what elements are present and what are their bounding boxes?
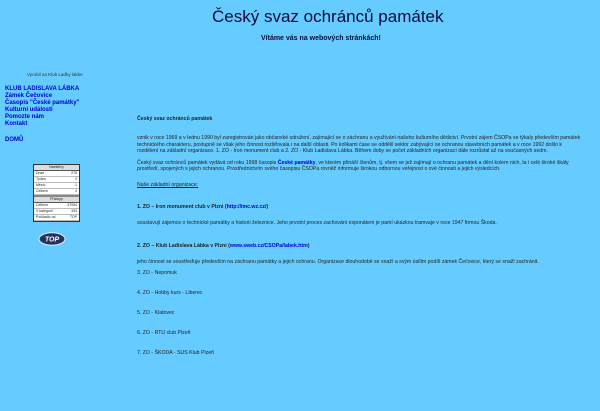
- club2-title: 2. ZO – Klub Ladislava Lábka v Plzni: [137, 242, 227, 249]
- counter-label: Dnes: [36, 171, 45, 175]
- club2-heading: 2. ZO – Klub Ladislava Lábka v Plzni (www.sweb.cz/CSOPa/labek.htm): [137, 242, 310, 249]
- counter-value: TOP: [69, 215, 77, 219]
- sidebar-item-udalosti[interactable]: Kulturní události: [5, 107, 53, 113]
- sidebar-nav: [5, 86, 100, 144]
- counter-label: V kategorii: [36, 209, 53, 213]
- counter-value: 37054: [67, 203, 77, 207]
- page-subtitle: Vítáme vás na webových stránkách!: [261, 35, 381, 42]
- counter-label: Celkem: [36, 189, 48, 193]
- counter-value: 1: [75, 183, 77, 187]
- sidebar-welcome: Vyrobil na Klub Laďky lakbe: [27, 72, 83, 77]
- counter-header-hits: Přístupy: [34, 197, 79, 203]
- counter-header-visits: Návštěvy: [34, 165, 79, 171]
- top-logo[interactable]: [38, 232, 66, 251]
- counter-label: Měsíc: [36, 183, 46, 187]
- top-logo-text: TOP: [44, 236, 60, 244]
- organization-item: 3. ZO - Nepomuk: [137, 270, 177, 277]
- content-heading: Český svaz ochránců památek: [137, 116, 213, 122]
- club1-description: soustavují zájemce o technické památky a historii železnice. Jeho prvotní proces zachování exponátem je pamí ukázkou tramvaje v roce 1947 firmou Škoda.: [137, 219, 497, 226]
- organization-item: 5. ZO - Klatovec: [137, 310, 175, 317]
- sidebar-item-kontakt[interactable]: Kontakt: [5, 121, 28, 127]
- sidebar: [5, 72, 100, 144]
- sidebar-item-pomozte[interactable]: Pomozte nám: [5, 114, 45, 120]
- organization-item: 4. ZO - Hobby kurs - Liberec: [137, 290, 203, 297]
- sidebar-item-klub[interactable]: KLUB LADISLAVA LÁBKA: [5, 86, 80, 92]
- counter-row: [34, 215, 79, 221]
- organizations-heading: Naše základní organizace:: [137, 181, 199, 188]
- sidebar-item-home[interactable]: DOMŮ: [5, 137, 24, 143]
- counter-value: 333: [71, 209, 77, 213]
- counter-value: 2: [75, 177, 77, 181]
- counter-value: 4: [75, 189, 77, 193]
- club1-link[interactable]: http://imc.wz.cz/: [226, 203, 267, 210]
- counter-value: 275: [71, 171, 77, 175]
- club1-title: 1. ZO – Iron monument club v Plzni: [137, 203, 224, 210]
- paragraph-text: , ve kterém přináší členům, tj. všem se jež zajímají o ochranu památek a dění kolem nich, ta i celé široké škály prostředí, spojených s jejich ochranou. Prostřednictvím svého časopisu ČSOPa rovněž informuje širokou odbornou veřejnost o své činnosti a jejich výsledcích.: [137, 159, 569, 173]
- main-content: [137, 116, 582, 370]
- club2-description: jeho činnost se soustřeďuje především na záchranu památky a jejich ochranu. Organizace dlouhodobě se snaží a svým úsilím podílí zámek Čečovice, který se snaží zachránit.: [137, 258, 539, 265]
- club2-link[interactable]: www.sweb.cz/CSOPa/labek.htm: [229, 242, 308, 249]
- page-title: Český svaz ochránců památek: [212, 7, 444, 26]
- visit-counter: [33, 164, 80, 222]
- organization-item: 6. ZO - RTU club Plzeň: [137, 330, 191, 337]
- ceske-pamatky-link[interactable]: České památky: [277, 159, 316, 166]
- counter-label: Počítadlo od: [36, 215, 56, 219]
- organization-item: 7. ZO - ŠKODA - SUS Klub Plzeň: [137, 350, 214, 357]
- counter-label: Týden: [36, 177, 46, 181]
- content-paragraph-intro: vznik v roce 1969 a v lednu 1990 byl zaregistrován jako občanské sdružení, zajímající se o záchranu a využívání našeho kulturního dědictví. Prvotní zájem ČSOPa se týkaly především památek technického charakteru, postupně se však jeho činnost rozšiřovala i na další oblasti. Po kolikami čase se oddělil sektor zabývající se ochranou stavebních památek a v roce 1992 došlo k rozdělení na základní organizace. 1. ZO - Iron monument club a 2. ZO - Klub Ladislava Lábka. Během doby se počet základních organizací dále rozrůstal až na současných sedm.: [137, 135, 581, 155]
- sidebar-item-casopis[interactable]: Časopis "České památky": [5, 100, 80, 106]
- paragraph-text: Český svaz ochránců památek vydává od roku 1998 časopis: [137, 159, 278, 166]
- counter-label: Celkem: [36, 203, 48, 207]
- content-paragraph-magazine: [137, 160, 582, 173]
- club1-heading: 1. ZO – Iron monument club v Plzni (http://imc.wz.cz/): [137, 203, 269, 210]
- sidebar-item-zamek[interactable]: Zámek Čečovice: [5, 93, 53, 99]
